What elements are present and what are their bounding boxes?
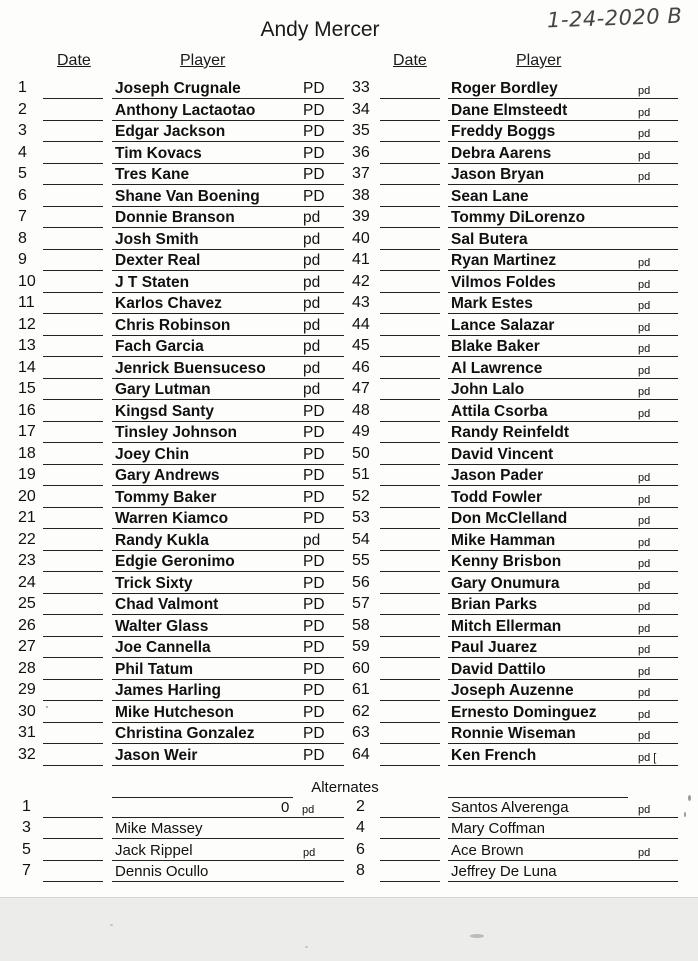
payment-mark: PD [303,639,325,656]
date-header-left: Date [57,52,91,69]
roster-row [0,252,698,274]
roster-row [0,747,698,769]
row-number: 32 [18,745,36,763]
date-blank-line [380,166,440,185]
alternates-header-line-left [112,779,293,798]
row-number: 36 [352,143,370,161]
alternate-name: Jack Rippel [115,842,193,859]
player-name: Edgar Jackson [115,123,226,140]
row-number: 6 [18,186,27,204]
row-number: 8 [356,862,365,879]
date-blank-line [380,596,440,615]
payment-mark: PD [303,574,325,592]
player-name: Kenny Brisbon [451,553,562,570]
row-number: 41 [352,251,370,268]
row-number: 5 [22,841,31,858]
roster-row [0,725,698,747]
scan-bottom-edge [0,897,698,961]
alternate-name: Mike Massey [115,820,203,837]
alternate-extra: 0 [281,799,290,816]
payment-mark: PD [303,725,325,742]
payment-mark: pd [638,386,651,398]
payment-mark: PD [303,80,325,97]
row-number: 33 [352,79,370,96]
date-blank-line [380,489,440,508]
payment-mark: pd [303,273,321,291]
row-number: 44 [352,315,370,333]
date-blank-line [380,661,440,680]
row-number: 38 [352,186,370,204]
row-number: 1 [18,79,27,96]
player-name: Sean Lane [451,187,529,205]
row-number: 22 [18,530,36,548]
date-blank-line [380,317,440,336]
player-name: Randy Reinfeldt [451,424,569,441]
row-number: 35 [352,122,370,139]
payment-mark: pd [303,230,321,248]
date-blank-line [380,725,440,744]
roster-row [0,532,698,554]
payment-mark: PD [303,703,325,721]
date-header-right: Date [393,52,427,69]
scan-speck [684,812,686,817]
player-name: Shane Van Boening [115,187,260,205]
player-name: Dane Elmsteedt [451,101,568,119]
payment-mark: pd [638,128,651,140]
date-blank-line [380,209,440,228]
alternate-name: Ace Brown [451,842,524,859]
date-blank-line [380,842,440,861]
roster-row [0,360,698,382]
date-blank-line [380,639,440,658]
alternates-header-line-right [448,779,628,798]
row-number: 29 [18,681,36,698]
row-number: 16 [18,401,36,419]
row-number: 3 [18,122,27,139]
player-name: David Vincent [451,445,554,463]
alternate-row [0,842,698,864]
payment-mark: PD [303,187,325,205]
payment-mark: pd [303,252,321,269]
date-blank-line [380,403,440,422]
row-number: 27 [18,638,36,655]
roster-row [0,317,698,339]
row-number: 25 [18,595,36,612]
payment-mark: pd [638,804,651,816]
alternates-label: Alternates [311,779,379,796]
row-number: 14 [18,358,36,376]
scan-speck [46,706,48,708]
player-name: Paul Juarez [451,639,538,656]
payment-mark: pd [303,381,321,398]
player-name: Blake Baker [451,338,540,355]
player-name: Jason Bryan [451,166,545,183]
player-name: Donnie Branson [115,209,235,226]
date-blank-line [380,123,440,142]
row-number: 30 [18,702,36,720]
row-number: 5 [18,165,27,182]
row-number: 18 [18,444,36,462]
player-name: Randy Kukla [115,531,209,549]
row-number: 63 [352,724,370,741]
alternate-name: Jeffrey De Luna [451,863,557,880]
row-number: 4 [18,143,27,161]
roster-row [0,510,698,532]
row-number: 7 [22,862,31,879]
payment-mark: pd [638,708,651,721]
roster-row [0,80,698,102]
row-number: 37 [352,165,370,182]
date-blank-line [380,553,440,572]
player-name: Mike Hutcheson [115,703,234,721]
roster-row [0,274,698,296]
date-blank-line [380,510,440,529]
date-blank-line [380,102,440,121]
player-name: Jenrick Buensuceso [115,359,266,377]
row-number: 34 [352,100,370,118]
payment-mark: pd [638,579,651,592]
player-name: Ernesto Dominguez [451,703,597,721]
roster-row [0,102,698,124]
row-number: 13 [18,337,36,354]
roster-row [0,188,698,210]
row-number: 55 [352,552,370,569]
scan-speck [110,924,113,926]
payment-mark: pd [638,558,651,570]
player-name: Josh Smith [115,230,199,248]
player-name: Tommy DiLorenzo [451,209,586,226]
payment-mark: pd [638,321,651,334]
scan-speck [305,946,308,948]
row-number: 52 [352,487,370,505]
scan-speck [470,934,484,938]
player-name: Joseph Crugnale [115,80,241,97]
payment-mark: pd [638,730,651,742]
payment-mark: pd [ [638,751,657,764]
roster-row [0,424,698,446]
row-number: 42 [352,272,370,290]
player-name: Anthony Lactaotao [115,101,256,119]
roster-row [0,166,698,188]
roster-row [0,403,698,425]
payment-mark: PD [303,166,325,183]
payment-mark: pd [638,493,651,506]
row-number: 60 [352,659,370,677]
row-number: 11 [18,294,35,311]
player-name: Edgie Geronimo [115,553,235,570]
row-number: 57 [352,595,370,612]
player-name: Sal Butera [451,230,528,248]
player-name: Todd Fowler [451,488,542,506]
player-name: Gary Andrews [115,467,220,484]
row-number: 50 [352,444,370,462]
row-number: 6 [356,841,365,858]
payment-mark: pd [638,171,651,183]
roster-row [0,209,698,231]
player-name: David Dattilo [451,660,546,678]
row-number: 4 [356,819,365,836]
date-blank-line [380,360,440,379]
payment-mark: pd [638,472,651,484]
payment-mark: PD [303,445,325,463]
date-blank-line [380,747,440,766]
row-number: 45 [352,337,370,354]
row-number: 47 [352,380,370,397]
row-number: 49 [352,423,370,440]
roster-row [0,381,698,403]
player-name: Jason Weir [115,746,198,764]
payment-mark: PD [303,123,325,140]
page-title: Andy Mercer [260,18,380,41]
payment-mark: PD [303,660,325,678]
payment-mark: pd [638,665,651,678]
payment-mark: pd [303,847,316,859]
row-number: 2 [356,798,365,815]
player-name: Gary Lutman [115,381,211,398]
player-name: Mike Hamman [451,531,556,549]
row-number: 26 [18,616,36,634]
date-blank-line [380,424,440,443]
date-blank-line [380,820,440,839]
payment-mark: pd [638,536,651,549]
player-name: Ken French [451,746,537,764]
player-name: Brian Parks [451,596,538,613]
roster-row [0,639,698,661]
player-name: Debra Aarens [451,144,552,162]
payment-mark: pd [638,343,651,355]
row-number: 3 [22,819,31,836]
player-name: Karlos Chavez [115,295,222,312]
payment-mark: pd [638,278,651,291]
roster-row [0,575,698,597]
player-name: Joe Cannella [115,639,211,656]
roster-row [0,295,698,317]
payment-mark: PD [303,488,325,506]
payment-mark: PD [303,682,325,699]
date-blank-line [380,274,440,293]
row-number: 20 [18,487,36,505]
scan-speck [688,795,691,801]
date-blank-line [380,381,440,400]
date-blank-line [380,799,440,818]
date-blank-line [380,231,440,250]
payment-mark: PD [303,467,325,484]
alternate-row [0,799,698,821]
roster-row [0,231,698,253]
alternate-row [0,863,698,885]
date-blank-line [380,682,440,701]
roster-row [0,489,698,511]
payment-mark: PD [303,101,325,119]
date-blank-line [380,863,440,882]
alternate-name: Santos Alverenga [451,799,569,816]
row-number: 58 [352,616,370,634]
alternate-name: Dennis Ocullo [115,863,209,880]
payment-mark: pd [302,804,315,816]
player-name: Phil Tatum [115,660,194,678]
player-name: Gary Onumura [451,574,560,592]
payment-mark: pd [638,644,651,656]
row-number: 9 [18,251,27,268]
roster-row [0,704,698,726]
row-number: 31 [18,724,36,741]
player-name: Ryan Martinez [451,252,557,269]
row-number: 56 [352,573,370,591]
player-name: Ronnie Wiseman [451,725,576,742]
payment-mark: pd [303,295,321,312]
row-number: 62 [352,702,370,720]
payment-mark: pd [303,316,321,334]
row-number: 53 [352,509,370,526]
player-header-left: Player [180,52,226,69]
roster-row [0,145,698,167]
player-name: Christina Gonzalez [115,725,255,742]
player-name: Tres Kane [115,166,190,183]
player-name: Tim Kovacs [115,144,202,162]
row-number: 46 [352,358,370,376]
player-name: Jason Pader [451,467,544,484]
player-name: Lance Salazar [451,316,555,334]
payment-mark: PD [303,510,325,527]
player-name: Joey Chin [115,445,190,463]
roster-row [0,338,698,360]
date-blank-line [380,704,440,723]
payment-mark: pd [303,359,321,377]
payment-mark: pd [303,338,321,355]
payment-mark: pd [638,622,651,635]
row-number: 64 [352,745,370,763]
row-number: 51 [352,466,370,483]
date-blank-line [380,188,440,207]
row-number: 12 [18,315,36,333]
row-number: 19 [18,466,36,483]
player-name: Mark Estes [451,295,533,312]
player-name: Trick Sixty [115,574,193,592]
player-name: Mitch Ellerman [451,617,562,635]
payment-mark: pd [638,601,651,613]
player-name: Freddy Boggs [451,123,556,140]
payment-mark: PD [303,144,325,162]
date-blank-line [380,252,440,271]
row-number: 54 [352,530,370,548]
player-name: James Harling [115,682,221,699]
player-name: J T Staten [115,273,190,291]
row-number: 23 [18,552,36,569]
row-number: 24 [18,573,36,591]
row-number: 28 [18,659,36,677]
roster-row [0,553,698,575]
payment-mark: PD [303,617,325,635]
player-name: Walter Glass [115,617,209,635]
player-name: Fach Garcia [115,338,204,355]
alternate-name: Mary Coffman [451,820,545,837]
payment-mark: pd [638,85,651,97]
date-blank-line [380,446,440,465]
row-number: 7 [18,208,27,225]
date-blank-line [380,80,440,99]
player-name: Attila Csorba [451,402,548,420]
roster-row [0,682,698,704]
player-name: Roger Bordley [451,80,558,97]
date-blank-line [380,145,440,164]
roster-row [0,661,698,683]
player-name: Kingsd Santy [115,402,215,420]
date-blank-line [380,532,440,551]
row-number: 10 [18,272,36,290]
payment-mark: PD [303,746,325,764]
player-name: Chad Valmont [115,596,219,613]
roster-row [0,596,698,618]
payment-mark: PD [303,553,325,570]
payment-mark: pd [303,531,321,549]
payment-mark: pd [638,515,651,527]
date-blank-line [380,618,440,637]
player-name: John Lalo [451,381,525,398]
row-number: 39 [352,208,370,225]
payment-mark: PD [303,402,325,420]
row-number: 61 [352,681,370,698]
roster-row [0,467,698,489]
row-number: 8 [18,229,27,247]
date-blank-line [380,338,440,357]
player-name: Chris Robinson [115,316,231,334]
payment-mark: pd [638,106,651,119]
row-number: 1 [22,798,31,815]
date-blank-line [380,467,440,486]
player-name: Dexter Real [115,252,201,269]
payment-mark: PD [303,596,325,613]
handwritten-date-stamp: 1-24-2020 B [546,3,683,33]
row-number: 15 [18,380,36,397]
row-number: 48 [352,401,370,419]
row-number: 17 [18,423,36,440]
roster-row [0,123,698,145]
payment-mark: pd [638,257,651,269]
player-header-right: Player [516,52,562,69]
payment-mark: pd [638,364,651,377]
player-name: Vilmos Foldes [451,273,556,291]
payment-mark: PD [303,424,325,441]
player-name: Joseph Auzenne [451,682,574,699]
player-name: Tinsley Johnson [115,424,238,441]
payment-mark: pd [303,209,321,226]
player-name: Don McClelland [451,510,568,527]
payment-mark: pd [638,687,651,699]
alternate-row [0,820,698,842]
player-name: Al Lawrence [451,359,543,377]
player-name: Warren Kiamco [115,510,229,527]
payment-mark: pd [638,300,651,312]
roster-row [0,618,698,640]
payment-mark: pd [638,149,651,162]
payment-mark: pd [638,847,651,859]
row-number: 21 [18,509,36,526]
row-number: 40 [352,229,370,247]
date-blank-line [380,575,440,594]
row-number: 59 [352,638,370,655]
player-name: Tommy Baker [115,488,217,506]
roster-row [0,446,698,468]
row-number: 2 [18,100,27,118]
payment-mark: pd [638,407,651,420]
row-number: 43 [352,294,370,311]
date-blank-line [380,295,440,314]
